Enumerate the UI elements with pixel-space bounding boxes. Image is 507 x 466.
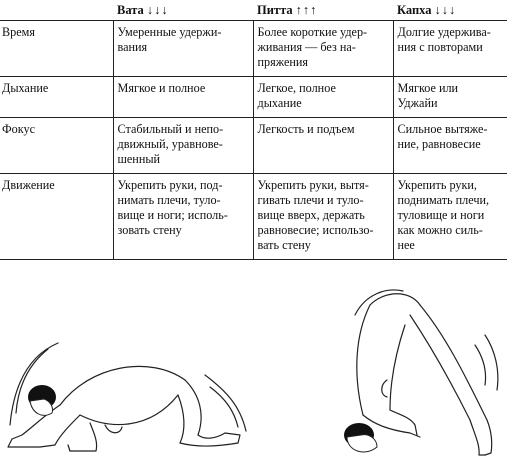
header-vata (113, 0, 253, 21)
table-cell: Сильное вытяже- ние, равновесие (393, 118, 507, 174)
headstand-prep-illustration (325, 285, 507, 466)
table-cell: Долгие удержива- ния с повторами (393, 21, 507, 77)
row-label: Движение (0, 174, 113, 260)
header-kapha-label: Капха (397, 3, 432, 17)
table-row (0, 174, 507, 260)
header-vata-label: Вата (117, 3, 144, 17)
down-arrows-icon: ↓↓↓ (434, 3, 457, 17)
table-cell: Умеренные удержи- вания (113, 21, 253, 77)
table-cell: Укрепить руки, под- нимать плечи, туло- вище и ноги; исполь- зовать стену (113, 174, 253, 260)
up-arrows-icon: ↑↑↑ (295, 3, 318, 17)
table-cell: Легкость и подъем (253, 118, 393, 174)
row-label: Время (0, 21, 113, 77)
table-cell: Укрепить руки, поднимать плечи, туловище и ноги как можно силь- нее (393, 174, 507, 260)
header-empty (0, 0, 113, 21)
row-label: Дыхание (0, 77, 113, 118)
header-pitta-label: Питта (257, 3, 293, 17)
table-cell: Легкое, полное дыхание (253, 77, 393, 118)
table-cell: Мягкое или Уджайи (393, 77, 507, 118)
kneeling-pose-illustration (0, 335, 250, 466)
table-cell: Мягкое и полное (113, 77, 253, 118)
table-cell: Более короткие удер- живания — без на- пряжения (253, 21, 393, 77)
table-cell: Укрепить руки, вытя- гивать плечи и туло- вище вверх, держать равновесие; использо- вать стену (253, 174, 393, 260)
header-pitta (253, 0, 393, 21)
header-kapha (393, 0, 507, 21)
down-arrows-icon: ↓↓↓ (146, 3, 169, 17)
table-row (0, 118, 507, 174)
table-cell: Стабильный и непо- движный, уравнове- шенный (113, 118, 253, 174)
table-body (0, 21, 507, 260)
table-row (0, 21, 507, 77)
row-label: Фокус (0, 118, 113, 174)
table-row (0, 77, 507, 118)
table-header-row (0, 0, 507, 21)
